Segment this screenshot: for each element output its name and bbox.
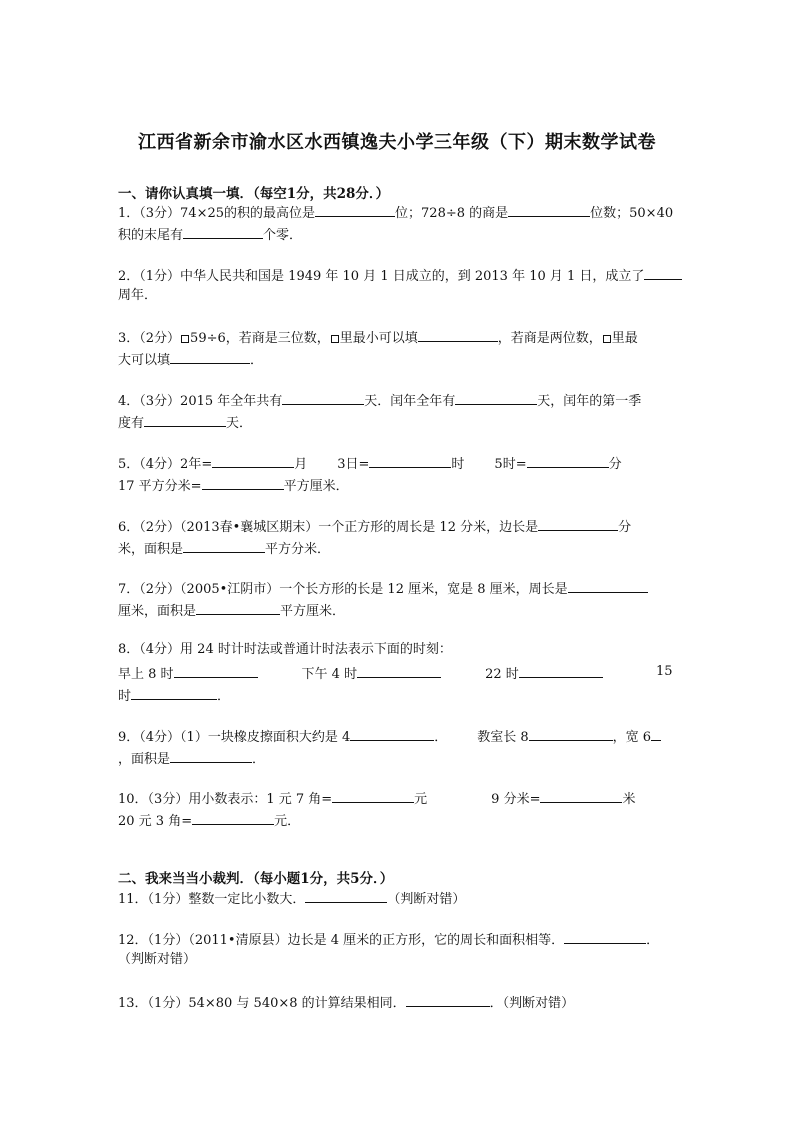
answer-blank[interactable]: [519, 664, 603, 678]
q10-text-f: 元．: [274, 814, 301, 829]
answer-blank[interactable]: [568, 579, 648, 593]
answer-blank[interactable]: [527, 454, 609, 468]
question-11: [118, 889, 465, 908]
question-8-line-3: [118, 686, 230, 705]
square-placeholder-icon: [331, 335, 339, 343]
q9-text-c: 教室长 8: [477, 730, 529, 745]
square-placeholder-icon: [603, 335, 611, 343]
q10-text-d: 米: [622, 792, 636, 807]
question-3-line-1: [118, 328, 638, 347]
answer-blank[interactable]: [332, 789, 414, 803]
q5-text-e: 5时=: [494, 457, 527, 472]
q4-text-b: 天．闰年全年有: [364, 394, 456, 409]
question-7-line-2: [118, 601, 345, 620]
q9-text-f: ．: [252, 752, 266, 767]
question-12-line-2: [118, 952, 196, 968]
question-1-line-1: [118, 203, 673, 222]
q5-text-a: 5．（4分）2年=: [118, 457, 213, 472]
q4-text-a: 4．（3分）2015 年全年共有: [118, 394, 283, 409]
question-2-line-1: [118, 266, 682, 285]
q1-text-d: 积的末尾有: [118, 228, 184, 243]
answer-blank[interactable]: [315, 203, 395, 217]
q10-text-c: 9 分米=: [491, 792, 541, 807]
q3-text-d: ，若商是两位数，: [497, 331, 602, 346]
answer-blank[interactable]: [350, 727, 434, 741]
q7-text-c: 平方厘米．: [280, 604, 346, 619]
q6-text-a: 6．（2分）（2013春•襄城区期末）一个正方形的周长是 12 分米，边长是: [118, 520, 539, 535]
section-heading-fill-in: 一、请你认真填一填．（每空1分，共28分．）: [118, 186, 390, 202]
q9-text-d: ，宽 6: [612, 730, 652, 745]
page-title: 江西省新余市渝水区水西镇逸夫小学三年级（下）期末数学试卷: [138, 132, 656, 153]
question-9-line-1: [118, 727, 661, 746]
answer-blank[interactable]: [406, 993, 490, 1007]
answer-blank[interactable]: [192, 811, 274, 825]
question-12-line-1: [118, 930, 659, 949]
question-6-line-2: [118, 539, 330, 558]
q8-text-b: 早上 8 时: [118, 667, 174, 682]
answer-blank[interactable]: [564, 930, 646, 944]
q6-text-d: 平方分米．: [265, 542, 331, 557]
q12-text-c: （判断对错）: [118, 952, 197, 967]
q4-text-c: 天，闰年的第一季: [537, 394, 642, 409]
q5-text-c: 3日=: [337, 457, 370, 472]
q5-text-g: 17 平方分米=: [118, 479, 202, 494]
q6-text-c: 米，面积是: [118, 542, 184, 557]
q3-text-c: 里最小可以填: [339, 331, 418, 346]
question-8-line-2: [118, 664, 603, 683]
question-6-line-1: [118, 517, 631, 536]
question-4-line-2: [118, 413, 252, 432]
answer-blank[interactable]: [170, 350, 250, 364]
q12-text-b: ．: [646, 933, 660, 948]
answer-blank[interactable]: [538, 517, 618, 531]
q10-text-e: 20 元 3 角=: [118, 814, 193, 829]
q2-text-b: 周年．: [118, 288, 158, 303]
q5-text-h: 平方厘米．: [283, 479, 349, 494]
question-4-line-1: [118, 391, 641, 410]
q1-text-c: 位数；50×40: [590, 206, 674, 221]
question-10-line-1: [118, 789, 635, 808]
question-3-line-2: [118, 350, 263, 369]
question-7-line-1: [118, 579, 648, 598]
question-10-line-2: [118, 811, 300, 830]
q1-text-b: 位；728÷8 的商是: [395, 206, 509, 221]
q4-text-d: 度有: [118, 416, 145, 431]
answer-blank[interactable]: [282, 391, 364, 405]
answer-blank[interactable]: [644, 266, 682, 280]
answer-blank[interactable]: [131, 686, 217, 700]
q13-text-b: ．（判断对错）: [489, 996, 575, 1011]
answer-blank[interactable]: [455, 391, 537, 405]
answer-blank[interactable]: [357, 664, 441, 678]
q8-text-f: 时: [118, 689, 132, 704]
q11-text-b: （判断对错）: [387, 892, 466, 907]
q9-text-a: 9．（4分）（1）一块橡皮擦面积大约是 4: [118, 730, 351, 745]
question-5-line-2: [118, 476, 349, 495]
q13-text-a: 13．（1分）54×80 与 540×8 的计算结果相同．: [118, 996, 406, 1011]
q5-text-b: 月: [294, 457, 308, 472]
question-1-line-2: [118, 225, 302, 244]
q10-text-a: 10．（3分）用小数表示：1 元 7 角=: [118, 792, 333, 807]
square-placeholder-icon: [181, 335, 189, 343]
answer-blank[interactable]: [305, 889, 387, 903]
q12-text-a: 12．（1分）（2011•清原县）边长是 4 厘米的正方形，它的周长和面积相等．: [118, 933, 565, 948]
answer-blank[interactable]: [418, 328, 498, 342]
q8-text-c: 下午 4 时: [301, 667, 358, 682]
answer-blank[interactable]: [508, 203, 590, 217]
q9-text-b: ．: [434, 730, 448, 745]
answer-blank[interactable]: [170, 749, 252, 763]
q3-text-g: ．: [250, 353, 264, 368]
q11-text-a: 11．（1分）整数一定比小数大．: [118, 892, 306, 907]
q8-text-e: 15: [656, 664, 673, 679]
question-8-line-1: [118, 642, 452, 658]
answer-blank[interactable]: [144, 413, 226, 427]
q2-text-a: 2．（1分）中华人民共和国是 1949 年 10 月 1 日成立的，到 2013 年 10 月 1 日，成立了: [118, 269, 645, 284]
q7-text-a: 7．（2分）（2005•江阴市）一个长方形的长是 12 厘米，宽是 8 厘米，周长是: [118, 582, 568, 597]
answer-blank[interactable]: [212, 454, 294, 468]
q3-text-b: 59÷6，若商是三位数，: [190, 331, 330, 346]
question-2-line-2: [118, 288, 157, 304]
q7-text-b: 厘米，面积是: [118, 604, 197, 619]
q10-text-b: 元: [414, 792, 428, 807]
answer-blank[interactable]: [529, 727, 613, 741]
q5-text-f: 分: [608, 457, 622, 472]
answer-blank[interactable]: [174, 664, 258, 678]
q1-text-a: 1．（3分）74×25的积的最高位是: [118, 206, 316, 221]
answer-blank[interactable]: [202, 476, 284, 490]
q3-text-f: 大可以填: [118, 353, 171, 368]
q3-text-e: 里最: [611, 331, 638, 346]
q5-text-d: 时: [451, 457, 465, 472]
answer-blank[interactable]: [540, 789, 622, 803]
q8-text-a: 8．（4分）用 24 时计时法或普通计时法表示下面的时刻：: [118, 642, 452, 657]
answer-blank[interactable]: [183, 225, 263, 239]
question-13: [118, 993, 574, 1012]
answer-blank[interactable]: [196, 601, 280, 615]
answer-blank[interactable]: [183, 539, 265, 553]
q1-text-e: 个零．: [263, 228, 303, 243]
answer-blank[interactable]: [651, 727, 661, 741]
q8-text-g: ．: [217, 689, 231, 704]
q3-text-a: 3．（2分）: [118, 331, 181, 346]
section-heading-true-false: 二、我来当当小裁判．（每小题1分，共5分．）: [118, 871, 394, 887]
q9-text-e: ，面积是: [118, 752, 171, 767]
question-9-line-2: [118, 749, 265, 768]
q4-text-e: 天．: [226, 416, 253, 431]
question-5-line-1: [118, 454, 622, 473]
q6-text-b: 分: [618, 520, 632, 535]
answer-blank[interactable]: [369, 454, 451, 468]
q8-text-d: 22 时: [485, 667, 519, 682]
